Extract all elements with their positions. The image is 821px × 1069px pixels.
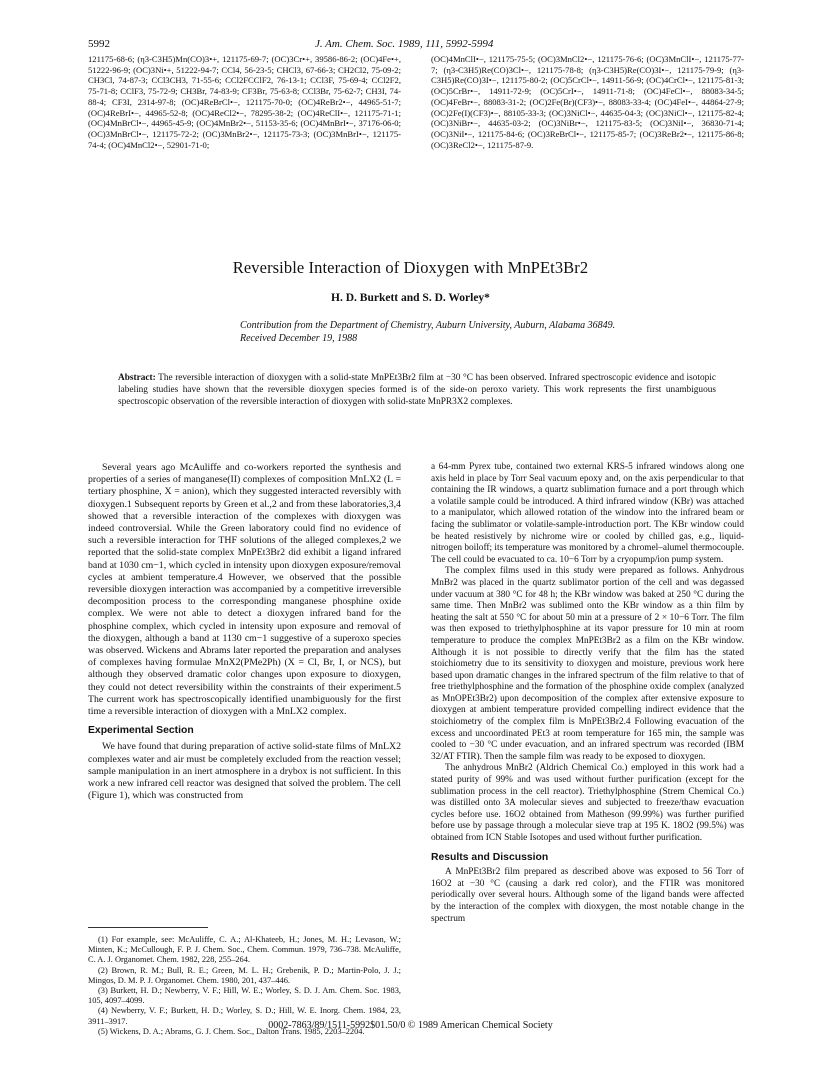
article-title: Reversible Interaction of Dioxygen with MnPEt3Br2 [232, 258, 589, 277]
results-heading: Results and Discussion [431, 851, 549, 863]
materials-paragraph: The anhydrous MnBr2 (Aldrich Chemical Co.) employed in this work had a stated purity of 99% and was used without further purification (except for the sublimation process in the cell reactor). Triethylphosphine (Strem Chemical Co.) was distilled onto 3A molecular sieves and subjected to freeze/thaw evacuation cycles before use. 16O2 obtained from Matheson (99.99%) was further purified before use by passage through a molecular sieve trap at 195 K. 18O2 (99.5%) was obtained from ICN Stable Isotopes and used without further purification. [431, 763, 744, 843]
footnote-rule [88, 927, 208, 928]
abstract-text: The reversible interaction of dioxygen with a solid-state MnPEt3Br2 film at −30 °C has been observed. Infrared spectroscopic evidence and isotopic labeling studies have shown that the reversible dioxygen species formed is of the side-on peroxo variety. This work represents the first unambiguous spectroscopic observation of the reversible interaction of dioxygen with solid-state MnPR3X2 complexes. [118, 373, 716, 407]
abstract-label: Abstract: [118, 373, 156, 383]
film-preparation-paragraph: The complex films used in this study were prepared as follows. Anhydrous MnBr2 was placed in the quartz sublimator portion of the cell and was degassed under vacuum at 380 °C for 48 h; the KBr window was baked at 250 °C during the same time. Then MnBr2 was sublimed onto the KBr window as a thin film by heating the salt at 550 °C for about 50 min at a pressure of 2 × 10−6 Torr. The film was then exposed to triethylphosphine at its vapor pressure for 10 min at room temperature to produce the complex MnPEt3Br2 as a film on the KBr window. Although it is not possible to directly verify that the film has the stated stoichiometry due to its sensitivity to dioxygen and moisture, previous work here based upon dramatic changes in the infrared spectrum of the film relative to that of free triethylphosphine and the formation of the phosphine oxide complex (analyzed as MnOPEt3Br2) upon decomposition of the complex after extensive exposure to dioxygen at ambient temperature provided compelling indirect evidence that the stoichiometry of the complex film is MnPEt3Br2.4 Following evacuation of the excess and uncoordinated PEt3 at room temperature for 165 min, the sample was cooled to −30 °C under evacuation, and an infrared spectrum was recorded (IBM 32/AT FTIR). Then the sample film was ready to be exposed to dioxygen. [431, 566, 744, 762]
running-head [315, 38, 493, 50]
page-number: 5992 [88, 38, 110, 50]
received-date: Received December 19, 1988 [240, 333, 358, 344]
page-footer: 0002-7863/89/1511-5992$01.50/0 © 1989 American Chemical Society [268, 1020, 553, 1031]
footnote-5: (5) Wickens, D. A.; Abrams, G. J. Chem. Soc., Dalton Trans. 1985, 2203–2204. [98, 1026, 365, 1036]
registry-numbers-left: 121175-68-6; (η3-C3H5)Mn(CO)3•+, 121175-69-7; (OC)3Cr•+, 39586-86-2; (OC)4Fe•+, 51222-96-9; (OC)3Ni•+, 51222-94-7; CCl4, 56-23-5; CHCl3, 67-66-3; CH2Cl2, 75-09-2; CH3Cl, 74-87-3; CCl3CH3, 71-55-6; CCl2FCClF2, 76-13-1; CCl3F, 75-69-4; CCl2F2, 75-71-8; CClF3, 75-72-9; CH3Br, 74-83-9; CF3Br, 75-63-8; CCl3Br, 75-62-7; CH3I, 74-88-4; CF3I, 2314-97-8; (OC)4ReBrCl•−, 121175-70-0; (OC)4ReBr2•−, 44965-51-7; (OC)4ReBrI•−, 44965-52-8; (OC)4ReCl2•−, 78295-38-2; (OC)4ReClI•−, 121175-71-1; (OC)4MnBrCl•−, 44965-45-9; (OC)4MnBr2•−, 51153-35-6; (OC)4MnBrI•−, 37176-06-0; (OC)3MnBrCl•−, 121175-72-2; (OC)3MnBr2•−, 121175-73-3; (OC)3MnBrI•−, 121175-74-4; (OC)4MnCl2•−, 52901-71-0; [88, 54, 401, 150]
authors: H. D. Burkett and S. D. Worley* [331, 292, 490, 304]
body-right-column [431, 462, 744, 925]
cell-description-paragraph: a 64-mm Pyrex tube, contained two external KRS-5 infrared windows along one axis held in place by Torr Seal vacuum epoxy and, on the axis perpendicular to that containing the IR windows, a quartz sublimation furnace and a port through which a volatile sample could be introduced. A third infrared window (KBr) was attached to a manipulator, which allowed rotation of the window into the infrared beam or facing the sublimator or volatile-sample-introduction port. The KBr window could be heated resistively by nichrome wire or cooled by chilled gas, e.g., liquid-nitrogen boiloff; its temperature was monitored by a chromel–alumel thermocouple. The cell could be evacuated to ca. 10−6 Torr by a cryopump/ion pump system. [431, 462, 744, 565]
footnote-4: (4) Newberry, V. F.; Burkett, H. D.; Worley, S. D.; Hill, W. E. Inorg. Chem. 1984, 23, 3911–3917. [88, 1006, 401, 1026]
results-paragraph: A MnPEt3Br2 film prepared as described above was exposed to 56 Torr of 16O2 at −30 °C (causing a dark red color), and the FTIR was monitored periodically over several hours. Although some of the ligand bands were affected by the interaction of the complex with dioxygen, the most notable change in the spectrum [431, 867, 744, 924]
intro-paragraph: Several years ago McAuliffe and co-workers reported the synthesis and properties of a series of manganese(II) complexes of composition MnLX2 (L = tertiary phosphine, X = anion), which they suggested interacted reversibly with dioxygen.1 Subsequent reports by Green et al.,2 and from these laboratories,3,4 showed that a reversible interaction of the complexes with dioxygen was indeed controversial. While the Green laboratory could find no evidence of such a reversible interaction for THF solutions of the alleged complexes,2 we reported that the solid-state complex MnPEt3Br2 did exhibit a ligand infrared band at 1030 cm−1, which cycled in intensity upon dioxygen exposure/removal cycles at ambient temperature.4 However, we observed that the possible reversible dioxygen interaction was accompanied by a competitive irreversible decomposition process to the corresponding manganese phosphine oxide complex. We were not able to detect a dioxygen infrared band for the phosphine complex, which cycled in intensity upon exposure and removal of the dioxygen, although a band at 1130 cm−1 suggestive of a superoxo species was observed. Wickens and Abrams later reported the preparation and analyses of complexes having formulae MnX2(PMe2Ph) (X = Cl, Br, I, or NCS), but although they observed dramatic color changes upon exposure to dioxygen, they could not detect reversibility within the constraints of their experiment.5 The current work has spectroscopically identified unambiguously for the first time a reversible interaction of dioxygen with a MnLX2 complex. [88, 462, 401, 718]
journal-name: J. Am. Chem. Soc. [315, 38, 396, 50]
year-volume-pages: 1989, 111, 5992-5994 [397, 38, 494, 50]
footnote-1: (1) For example, see: McAuliffe, C. A.; Al-Khateeb, H.; Jones, M. H.; Levason, W.; Minten, K.; McCullough, F. P. J. Chem. Soc., Chem. Commun. 1979, 736–738. McAuliffe, C. A. J. Organomet. Chem. 1982, 228, 255–264. [88, 935, 401, 965]
abstract [118, 372, 716, 408]
experimental-heading: Experimental Section [88, 725, 194, 737]
footnote-3: (3) Burkett, H. D.; Newberry, V. F.; Hill, W. E.; Worley, S. D. J. Am. Chem. Soc. 1983, 105, 4097–4099. [88, 986, 401, 1006]
affiliation [240, 319, 615, 345]
affiliation-department: Contribution from the Department of Chemistry, Auburn University, Auburn, Alabama 36849. [240, 320, 616, 331]
registry-numbers-right: (OC)4MnClI•−, 121175-75-5; (OC)3MnCl2•−, 121175-76-6; (OC)3MnClI•−, 121175-77-7; (η3-C3H5)Re(CO)3Cl•−, 121175-78-8; (η3-C3H5)Re(CO)3I•−, 121175-79-9; (η3-C3H5)Re(CO)3I•−, 121175-80-2; (OC)5CrCl•−, 14911-56-9; (OC)4CrCl•−, 121175-81-3; (OC)5CrBr•−, 14911-72-9; (OC)5CrI•−, 14911-71-8; (OC)4FeCl•−, 88083-34-5; (OC)4FeBr•−, 88083-31-2; (OC)2Fe(Br)(CF3)•−, 88083-33-4; (OC)4FeI•−, 44864-27-9; (OC)2Fe(I)(CF3)•−, 88105-33-3; (OC)3NiCl•−, 44635-04-3; (OC)3NiCl•−, 121175-82-4; (OC)3NiBr•−, 44635-03-2; (OC)3NiBr•−, 121175-83-5; (OC)3NiI•−, 36830-71-4; (OC)3NiI•−, 121175-84-6; (OC)3ReBrCl•−, 121175-85-7; (OC)3ReBr2•−, 121175-86-8; (OC)3ReCl2•−, 121175-87-9. [431, 54, 744, 150]
body-left-column [88, 462, 401, 802]
experimental-paragraph: We have found that during preparation of active solid-state films of MnLX2 complexes water and air must be completely excluded from the reaction vessel; sample manipulation in an inert atmosphere in a drybox is not sufficient. In this work a new infrared cell reactor was designed that solved the problem. The cell (Figure 1), which was constructed from [88, 741, 401, 802]
footnote-2: (2) Brown, R. M.; Bull, R. E.; Green, M. L. H.; Grebenik, P. D.; Martin-Polo, J. J.; Mingos, D. M. P. J. Organomet. Chem. 1980, 201, 437–446. [88, 965, 401, 985]
